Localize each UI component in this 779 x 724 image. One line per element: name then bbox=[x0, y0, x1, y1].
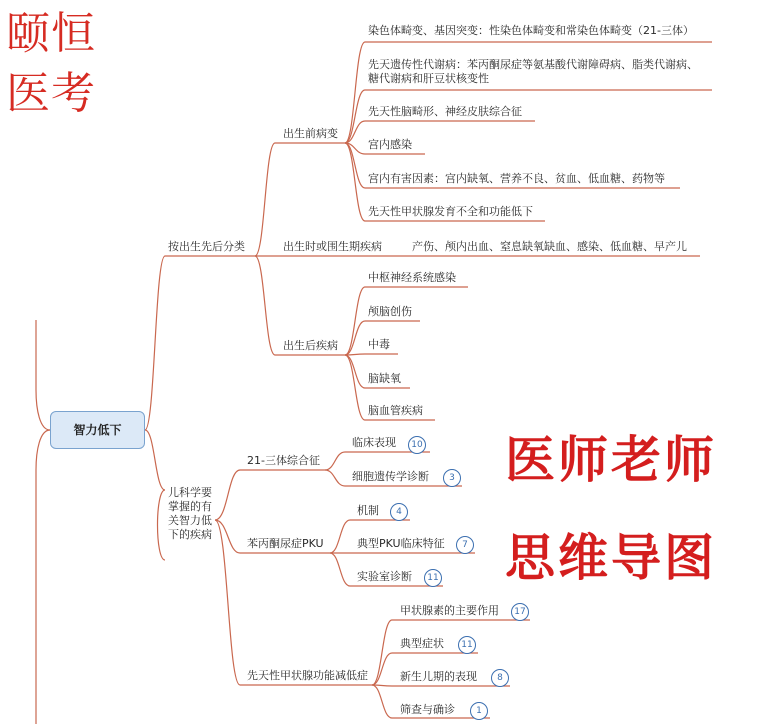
leaf-brain-hypoxia[interactable]: 脑缺氧 bbox=[368, 372, 401, 385]
count-badge[interactable]: 4 bbox=[390, 503, 408, 521]
node-prenatal[interactable]: 出生前病变 bbox=[283, 127, 338, 140]
count-badge[interactable]: 1 bbox=[470, 702, 488, 720]
leaf-intrauterine-factors[interactable]: 宫内有害因素：宫内缺氧、营养不良、贫血、低血糖、药物等 bbox=[368, 172, 665, 185]
leaf-cns-infection[interactable]: 中枢神经系统感染 bbox=[368, 271, 456, 284]
leaf-chromosome[interactable]: 染色体畸变、基因突变：性染色体畸变和常染色体畸变（21-三体） bbox=[368, 24, 694, 37]
branch-birth-order[interactable]: 按出生先后分类 bbox=[168, 240, 245, 253]
leaf-brain-malformation[interactable]: 先天性脑畸形、神经皮肤综合征 bbox=[368, 105, 522, 118]
count-badge[interactable]: 10 bbox=[408, 436, 426, 454]
count-badge[interactable]: 17 bbox=[511, 603, 529, 621]
leaf-pku-mechanism[interactable]: 机制 bbox=[357, 504, 379, 517]
count-badge[interactable]: 3 bbox=[443, 469, 461, 487]
brand-logo-line1: 颐恒 bbox=[6, 8, 96, 59]
leaf-thyroxine-role[interactable]: 甲状腺素的主要作用 bbox=[400, 604, 499, 617]
leaf-screening[interactable]: 筛查与确诊 bbox=[400, 703, 455, 716]
count-badge[interactable]: 11 bbox=[458, 636, 476, 654]
node-postnatal[interactable]: 出生后疾病 bbox=[283, 339, 338, 352]
leaf-metabolic[interactable]: 先天遗传性代谢病：苯丙酮尿症等氨基酸代谢障碍病、脂类代谢病、糖代谢病和肝豆状核变性 bbox=[368, 58, 698, 85]
leaf-cerebrovascular[interactable]: 脑血管疾病 bbox=[368, 404, 423, 417]
leaf-neonatal-signs[interactable]: 新生儿期的表现 bbox=[400, 670, 477, 683]
node-hypothyroidism[interactable]: 先天性甲状腺功能减低症 bbox=[247, 669, 368, 682]
branch-pediatric-diseases[interactable]: 儿科学要掌握的有关智力低下的疾病 bbox=[168, 486, 212, 541]
leaf-thyroid-dysgenesis[interactable]: 先天性甲状腺发育不全和功能低下 bbox=[368, 205, 533, 218]
brand-logo-line2: 医考 bbox=[6, 68, 96, 119]
count-badge[interactable]: 7 bbox=[456, 536, 474, 554]
node-trisomy21[interactable]: 21-三体综合征 bbox=[247, 454, 320, 467]
watermark-line1: 医师老师 bbox=[505, 430, 717, 489]
leaf-pku-features[interactable]: 典型PKU临床特征 bbox=[357, 537, 445, 550]
leaf-t21-clinical[interactable]: 临床表现 bbox=[352, 436, 396, 449]
leaf-pku-lab[interactable]: 实验室诊断 bbox=[357, 570, 412, 583]
watermark-line2: 思维导图 bbox=[505, 528, 717, 587]
leaf-head-trauma[interactable]: 颅脑创伤 bbox=[368, 305, 412, 318]
leaf-typical-symptoms[interactable]: 典型症状 bbox=[400, 637, 444, 650]
leaf-poisoning[interactable]: 中毒 bbox=[368, 338, 390, 351]
leaf-t21-cytogenetic[interactable]: 细胞遗传学诊断 bbox=[352, 470, 429, 483]
leaf-perinatal-causes[interactable]: 产伤、颅内出血、窒息缺氧缺血、感染、低血糖、早产儿 bbox=[412, 240, 687, 253]
node-perinatal[interactable]: 出生时或围生期疾病 bbox=[283, 240, 382, 253]
count-badge[interactable]: 11 bbox=[424, 569, 442, 587]
root-node[interactable]: 智力低下 bbox=[50, 411, 145, 449]
count-badge[interactable]: 8 bbox=[491, 669, 509, 687]
leaf-intrauterine-infection[interactable]: 宫内感染 bbox=[368, 138, 412, 151]
node-pku[interactable]: 苯丙酮尿症PKU bbox=[247, 537, 324, 550]
